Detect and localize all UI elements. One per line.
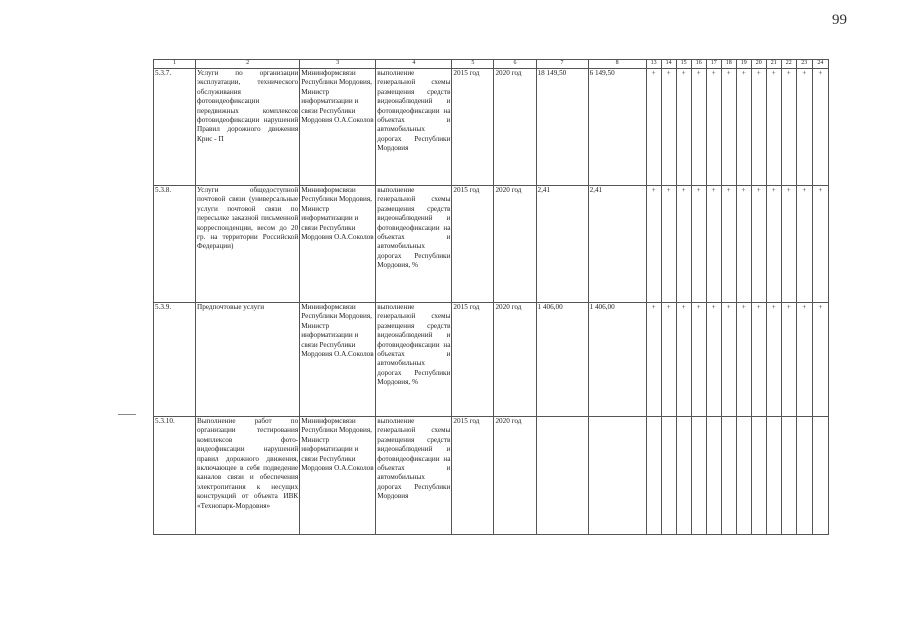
mark-cell xyxy=(691,417,706,535)
mark-cell: + xyxy=(736,69,751,186)
executor-cell: Мининформсвязи Республики Мордовия, Министр информатизации и связи Республики Мордовия О.А.Соколов xyxy=(300,69,376,186)
mark-cell: + xyxy=(691,69,706,186)
mark-cell: + xyxy=(646,69,661,186)
value-col8-cell: 2,41 xyxy=(588,186,646,303)
mark-cell: + xyxy=(766,303,781,417)
end-year-cell: 2020 год xyxy=(494,417,536,535)
header-cell: 7 xyxy=(536,60,588,69)
header-cell: 17 xyxy=(706,60,721,69)
header-cell: 5 xyxy=(452,60,494,69)
service-cell: Выполнение работ по организации тестирования комплексов фото-видеофиксации нарушений правил дорожного движения, включающее в себя подведение каналов связи и обеспечения электропитания к несущих конструкций от объекта ИВК «Технопарк-Мордовия» xyxy=(196,417,300,535)
header-cell: 22 xyxy=(781,60,796,69)
mark-cell xyxy=(706,417,721,535)
mark-cell: + xyxy=(796,303,812,417)
row-number: 5.3.7. xyxy=(154,69,196,186)
header-cell: 8 xyxy=(588,60,646,69)
mark-cell: + xyxy=(721,186,736,303)
end-year-cell: 2020 год xyxy=(494,186,536,303)
mark-cell: + xyxy=(736,303,751,417)
header-cell: 15 xyxy=(676,60,691,69)
mark-cell xyxy=(781,417,796,535)
mark-cell: + xyxy=(661,69,676,186)
service-cell: Предпочтовые услуги xyxy=(196,303,300,417)
row-number: 5.3.9. xyxy=(154,303,196,417)
mark-cell: + xyxy=(812,186,828,303)
indicator-cell: выполнение генеральной схемы размещения средств видеонаблюдений и фотовидеофиксации на объектах и автомобильных дорогах Республики Мордовия, % xyxy=(376,186,452,303)
mark-cell: + xyxy=(706,303,721,417)
service-cell: Услуги общедоступной почтовой связи (универсальные услуги почтовой связи по пересылке заказной письменной корреспонденции, весом до 20 гр. на территории Российской Федерации) xyxy=(196,186,300,303)
row-number: 5.3.10. xyxy=(154,417,196,535)
mark-cell xyxy=(646,417,661,535)
start-year-cell: 2015 год xyxy=(452,69,494,186)
mark-cell xyxy=(661,417,676,535)
mark-cell: + xyxy=(721,69,736,186)
mark-cell: + xyxy=(812,303,828,417)
value-col8-cell xyxy=(588,417,646,535)
table-row xyxy=(154,303,829,417)
header-cell: 21 xyxy=(766,60,781,69)
mark-cell: + xyxy=(796,186,812,303)
start-year-cell: 2015 год xyxy=(452,303,494,417)
indicator-cell: выполнение генеральной схемы размещения средств видеонаблюдений и фотовидеофиксации на объектах и автомобильных дорогах Республики Мордовия xyxy=(376,417,452,535)
executor-cell: Мининформсвязи Республики Мордовия, Министр информатизации и связи Республики Мордовия О.А.Соколов xyxy=(300,417,376,535)
header-cell: 20 xyxy=(751,60,766,69)
scan-artifact-line xyxy=(118,414,136,415)
end-year-cell: 2020 год xyxy=(494,303,536,417)
mark-cell xyxy=(796,417,812,535)
header-cell: 24 xyxy=(812,60,828,69)
table-row xyxy=(154,417,829,535)
mark-cell: + xyxy=(751,303,766,417)
mark-cell: + xyxy=(751,69,766,186)
row-number: 5.3.8. xyxy=(154,186,196,303)
start-year-cell: 2015 год xyxy=(452,417,494,535)
mark-cell xyxy=(736,417,751,535)
mark-cell xyxy=(721,417,736,535)
mark-cell: + xyxy=(796,69,812,186)
value-col7-cell: 2,41 xyxy=(536,186,588,303)
value-col7-cell xyxy=(536,417,588,535)
mark-cell: + xyxy=(766,69,781,186)
mark-cell: + xyxy=(676,186,691,303)
header-cell: 13 xyxy=(646,60,661,69)
mark-cell: + xyxy=(706,69,721,186)
mark-cell: + xyxy=(646,186,661,303)
mark-cell: + xyxy=(781,69,796,186)
mark-cell: + xyxy=(691,186,706,303)
service-cell: Услуги по организации эксплуатации, технического обслуживания фотовидеофиксации передвижных комплексов фотовидеофиксации нарушений Правил дорожного движения Крис - П xyxy=(196,69,300,186)
mark-cell xyxy=(751,417,766,535)
value-col8-cell: 6 149,50 xyxy=(588,69,646,186)
header-cell: 2 xyxy=(196,60,300,69)
mark-cell: + xyxy=(781,303,796,417)
header-cell: 19 xyxy=(736,60,751,69)
header-cell: 4 xyxy=(376,60,452,69)
mark-cell: + xyxy=(676,69,691,186)
mark-cell: + xyxy=(661,303,676,417)
value-col7-cell: 1 406,00 xyxy=(536,303,588,417)
indicator-cell: выполнение генеральной схемы размещения средств видеонаблюдений и фотовидеофиксации на объектах и автомобильных дорогах Республики Мордовия, % xyxy=(376,303,452,417)
mark-cell: + xyxy=(781,186,796,303)
mark-cell: + xyxy=(721,303,736,417)
mark-cell: + xyxy=(661,186,676,303)
table-row xyxy=(154,69,829,186)
mark-cell: + xyxy=(751,186,766,303)
header-cell: 16 xyxy=(691,60,706,69)
indicator-cell: выполнение генеральной схемы размещения средств видеонаблюдений и фотовидеофиксации на объектах и автомобильных дорогах Республики Мордовия xyxy=(376,69,452,186)
header-cell: 14 xyxy=(661,60,676,69)
mark-cell: + xyxy=(646,303,661,417)
mark-cell: + xyxy=(691,303,706,417)
mark-cell: + xyxy=(706,186,721,303)
value-col7-cell: 18 149,50 xyxy=(536,69,588,186)
header-cell: 18 xyxy=(721,60,736,69)
value-col8-cell: 1 406,00 xyxy=(588,303,646,417)
mark-cell xyxy=(812,417,828,535)
header-cell: 23 xyxy=(796,60,812,69)
page-number: 99 xyxy=(832,12,847,28)
mark-cell xyxy=(676,417,691,535)
header-cell: 1 xyxy=(154,60,196,69)
mark-cell: + xyxy=(766,186,781,303)
program-table xyxy=(153,59,829,535)
start-year-cell: 2015 год xyxy=(452,186,494,303)
executor-cell: Мининформсвязи Республики Мордовия, Министр информатизации и связи Республики Мордовия О.А.Соколов xyxy=(300,303,376,417)
table-row xyxy=(154,186,829,303)
executor-cell: Мининформсвязи Республики Мордовия, Министр информатизации и связи Республики Мордовия О.А.Соколов xyxy=(300,186,376,303)
header-row xyxy=(154,60,829,69)
header-cell: 6 xyxy=(494,60,536,69)
end-year-cell: 2020 год xyxy=(494,69,536,186)
mark-cell: + xyxy=(812,69,828,186)
mark-cell xyxy=(766,417,781,535)
header-cell: 3 xyxy=(300,60,376,69)
mark-cell: + xyxy=(736,186,751,303)
mark-cell: + xyxy=(676,303,691,417)
